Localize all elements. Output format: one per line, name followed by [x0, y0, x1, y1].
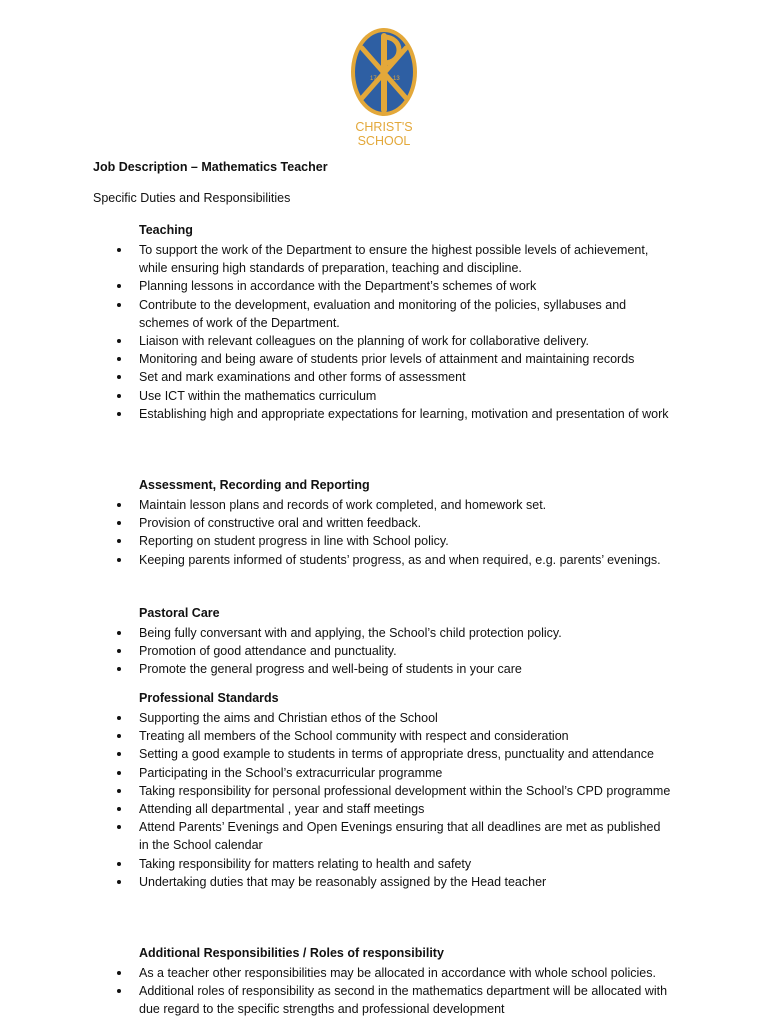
list-item: Liaison with relevant colleagues on the planning of work for collaborative delivery. [113, 332, 673, 350]
list-item: Participating in the School’s extracurricular programme [113, 764, 673, 782]
list-item: Attending all departmental , year and staff meetings [113, 800, 673, 818]
list-item: Treating all members of the School community with respect and consideration [113, 727, 673, 745]
list-item: Contribute to the development, evaluation and monitoring of the policies, syllabuses and schemes of work of the Department. [113, 296, 673, 332]
list-item: Keeping parents informed of students’ progress, as and when required, e.g. parents’ evenings. [113, 551, 673, 569]
logo-year-left: 17 [370, 76, 377, 82]
list-item: Monitoring and being aware of students prior levels of attainment and maintaining records [113, 350, 673, 368]
document-title: Job Description – Mathematics Teacher [93, 160, 328, 174]
section-heading: Pastoral Care [139, 606, 220, 620]
section-assessment [113, 476, 673, 569]
school-logo [348, 26, 420, 148]
list-item: Promotion of good attendance and punctuality. [113, 642, 673, 660]
section-heading: Additional Responsibilities / Roles of responsibility [139, 946, 444, 960]
list-item: Additional roles of responsibility as second in the mathematics department will be allocated with due regard to the specific strengths and professional development [113, 982, 673, 1018]
section-pastoral-care [113, 604, 673, 679]
duties-list [113, 241, 673, 423]
list-item: Promote the general progress and well-being of students in your care [113, 660, 673, 678]
list-item: Planning lessons in accordance with the Department’s schemes of work [113, 277, 673, 295]
list-item: Taking responsibility for matters relating to health and safety [113, 855, 673, 873]
chi-rho-crest-icon [348, 26, 420, 148]
section-teaching [113, 221, 673, 423]
list-item: Establishing high and appropriate expectations for learning, motivation and presentation of work [113, 405, 673, 423]
list-item: Use ICT within the mathematics curriculum [113, 387, 673, 405]
list-item: Reporting on student progress in line with School policy. [113, 532, 673, 550]
list-item: As a teacher other responsibilities may be allocated in accordance with whole school policies. [113, 964, 673, 982]
list-item: Being fully conversant with and applying, the School’s child protection policy. [113, 624, 673, 642]
section-heading: Assessment, Recording and Reporting [139, 478, 370, 492]
list-item: Setting a good example to students in terms of appropriate dress, punctuality and attendance [113, 745, 673, 763]
list-item: Supporting the aims and Christian ethos of the School [113, 709, 673, 727]
list-item: Undertaking duties that may be reasonably assigned by the Head teacher [113, 873, 673, 891]
list-item: Maintain lesson plans and records of work completed, and homework set. [113, 496, 673, 514]
list-item: Taking responsibility for personal professional development within the School’s CPD programme [113, 782, 673, 800]
section-additional-responsibilities [113, 944, 673, 1019]
document-subtitle: Specific Duties and Responsibilities [93, 191, 291, 205]
section-heading: Professional Standards [139, 691, 279, 705]
list-item: Set and mark examinations and other forms of assessment [113, 368, 673, 386]
section-professional-standards [113, 689, 673, 891]
duties-list [113, 496, 673, 569]
duties-list [113, 709, 673, 891]
logo-wordmark-line2: SCHOOL [357, 134, 411, 148]
list-item: Attend Parents’ Evenings and Open Evenings ensuring that all deadlines are met as published in the School calendar [113, 818, 673, 854]
duties-list [113, 964, 673, 1019]
logo-year-right: 13 [393, 76, 400, 82]
section-heading: Teaching [139, 223, 193, 237]
list-item: Provision of constructive oral and written feedback. [113, 514, 673, 532]
logo-wordmark-line1: CHRIST'S [355, 120, 413, 134]
duties-list [113, 624, 673, 679]
list-item: To support the work of the Department to ensure the highest possible levels of achievement, while ensuring high standards of preparation, teaching and discipline. [113, 241, 673, 277]
